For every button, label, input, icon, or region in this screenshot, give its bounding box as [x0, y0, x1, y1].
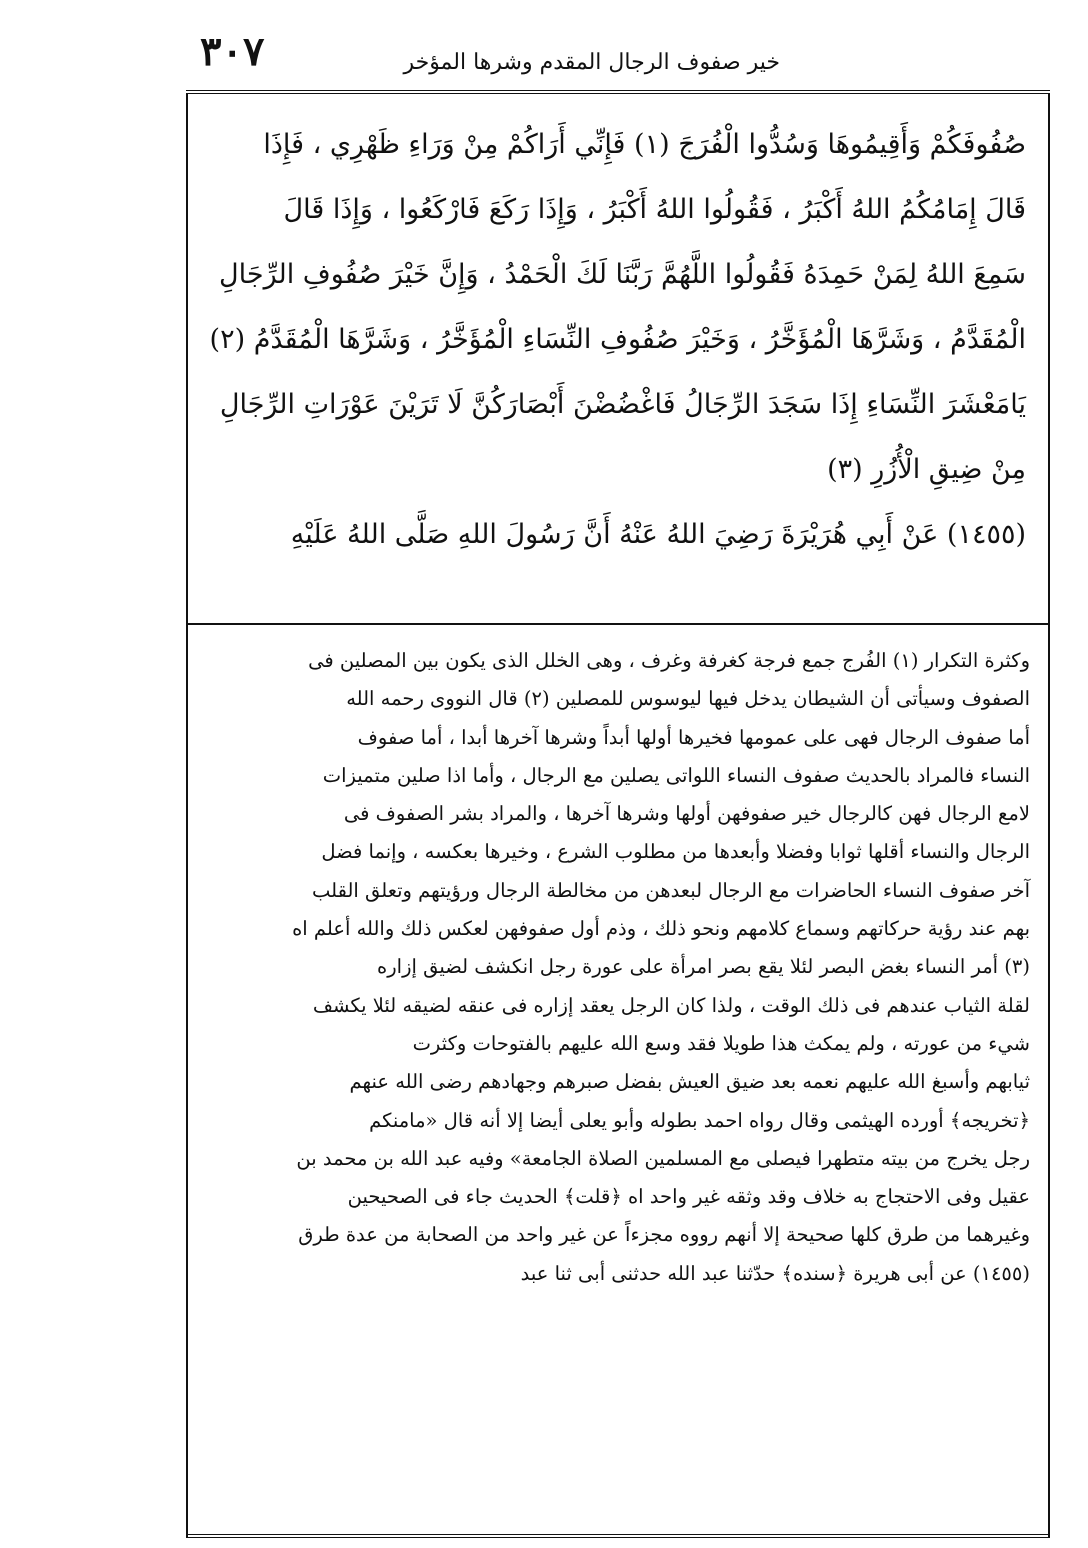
- commentary-line: لقلة الثياب عندهم فى ذلك الوقت ، ولذا كان الرجل يعقد إزاره فى عنقه لضيقه لئلا يكشف: [312, 993, 1030, 1017]
- hadith-text: [206, 112, 1026, 567]
- commentary-line: بهم عند رؤية حركاتهم وسماع كلامهم ونحو ذلك ، وذم أول صفوفهن لعكس ذلك والله أعلم اه: [292, 917, 1030, 941]
- hadith-line: قَالَ إِمَامُكُمُ اللهُ أَكْبَرُ ، فَقُولُوا اللهُ أَكْبَرُ ، وَإِذَا رَكَعَ فَارْكَعُوا ، وَإِذَا قَالَ: [283, 194, 1026, 225]
- middle-rule: [186, 623, 1050, 625]
- running-title: خير صفوف الرجال المقدم وشرها المؤخر: [403, 50, 780, 75]
- commentary-line: عقيل وفى الاحتجاج به خلاف وقد وثقه غير واحد اه ﴿قلت﴾ الحديث جاء فى الصحيحين: [347, 1185, 1030, 1209]
- hadith-line: (١٤٥٥) عَنْ أَبِي هُرَيْرَةَ رَضِيَ اللهُ عَنْهُ أَنَّ رَسُولَ اللهِ صَلَّى اللهُ عَلَيْهِ: [290, 519, 1026, 550]
- commentary-line: (١٤٥٥) عن أبى هريرة ﴿سنده﴾ حدّثنا عبد الله حدثنى أبى ثنا عبد: [520, 1261, 1030, 1285]
- commentary-line: ﴿تخريجه﴾ أورده الهيثمى وقال رواه احمد بطوله وأبو يعلى أيضا إلا أنه قال «مامنكم: [369, 1108, 1030, 1132]
- commentary-line: لامع الرجال فهن كالرجال خير صفوفهن أولها وشرها آخرها ، والمراد بشر الصفوف فى: [343, 802, 1030, 826]
- hadith-line: صُفُوفَكُمْ وَأَقِيمُوهَا وَسُدُّوا الْفُرَجَ (١) فَإِنِّي أَرَاكُمْ مِنْ وَرَاءِ ظَهْرِي ، فَإِذَا: [263, 129, 1026, 160]
- page-header: [200, 28, 780, 88]
- bottom-rule: [186, 1534, 1050, 1542]
- hadith-line: مِنْ ضِيقِ الْأُزُرِ (٣): [827, 454, 1026, 485]
- commentary-line: ثيابهم وأسبغ الله عليهم نعمه بعد ضيق العيش بفضل صبرهم وجهادهم رضى الله عنهم: [349, 1070, 1030, 1094]
- commentary-line: أما صفوف الرجال فهى على عمومها فخيرها أولها أبداً وشرها آخرها أبدا ، أما صفوف: [357, 725, 1030, 749]
- hadith-line: سَمِعَ اللهُ لِمَنْ حَمِدَهُ فَقُولُوا اللَّهُمَّ رَبَّنَا لَكَ الْحَمْدُ ، وَإِنَّ خَيْرَ صُفُوفِ الرِّجَالِ: [219, 259, 1026, 290]
- commentary-line: رجل يخرج من بيته متطهرا فيصلى مع المسلمين الصلاة الجامعة» وفيه عبد الله بن محمد بن: [296, 1146, 1030, 1170]
- hadith-line: يَامَعْشَرَ النِّسَاءِ إِذَا سَجَدَ الرِّجَالُ فَاغْضُضْنَ أَبْصَارَكُنَّ لَا تَرَيْنَ عَوْرَاتِ الرِّجَالِ: [219, 389, 1026, 420]
- commentary-line: النساء فالمراد بالحديث صفوف النساء اللواتى يصلين مع الرجال ، وأما اذا صلين متميزات: [322, 763, 1030, 787]
- commentary-line: وكثرة التكرار (١) الفُرج جمع فرجة كغرفة وغرف ، وهى الخلل الذى يكون بين المصلين فى: [308, 649, 1030, 672]
- commentary-text: [206, 642, 1030, 1293]
- commentary-line: شيء من عورته ، ولم يمكث هذا طويلا فقد وسع الله عليهم بالفتوحات وكثرت: [412, 1031, 1030, 1055]
- commentary-line: (٣) أمر النساء بغض البصر لئلا يقع بصر امرأة على عورة رجل انكشف لضيق إزاره: [377, 955, 1030, 979]
- hadith-line: الْمُقَدَّمُ ، وَشَرَّهَا الْمُؤَخَّرُ ، وَخَيْرَ صُفُوفِ النِّسَاءِ الْمُؤَخَّرُ ، وَشَرَّهَا الْمُقَدَّمُ (٢): [209, 324, 1026, 355]
- commentary-line: وغيرهما من طرق كلها صحيحة إلا أنهم رووه مجزءاً عن غير واحد من الصحابة من عدة طرق: [298, 1223, 1030, 1247]
- page-number: ٣٠٧: [200, 28, 265, 75]
- commentary-line: الصفوف وسيأتى أن الشيطان يدخل فيها ليوسوس للمصلين (٢) قال النووى رحمه الله: [346, 687, 1030, 711]
- commentary-line: الرجال والنساء أقلها ثوابا وفضلا وأبعدها من مطلوب الشرع ، وخيرها بعكسه ، وإنما فضل: [321, 840, 1030, 864]
- commentary-line: آخر صفوف النساء الحاضرات مع الرجال لبعدهن من مخالطة الرجال ورؤيتهم وتعلق القلب: [311, 878, 1030, 902]
